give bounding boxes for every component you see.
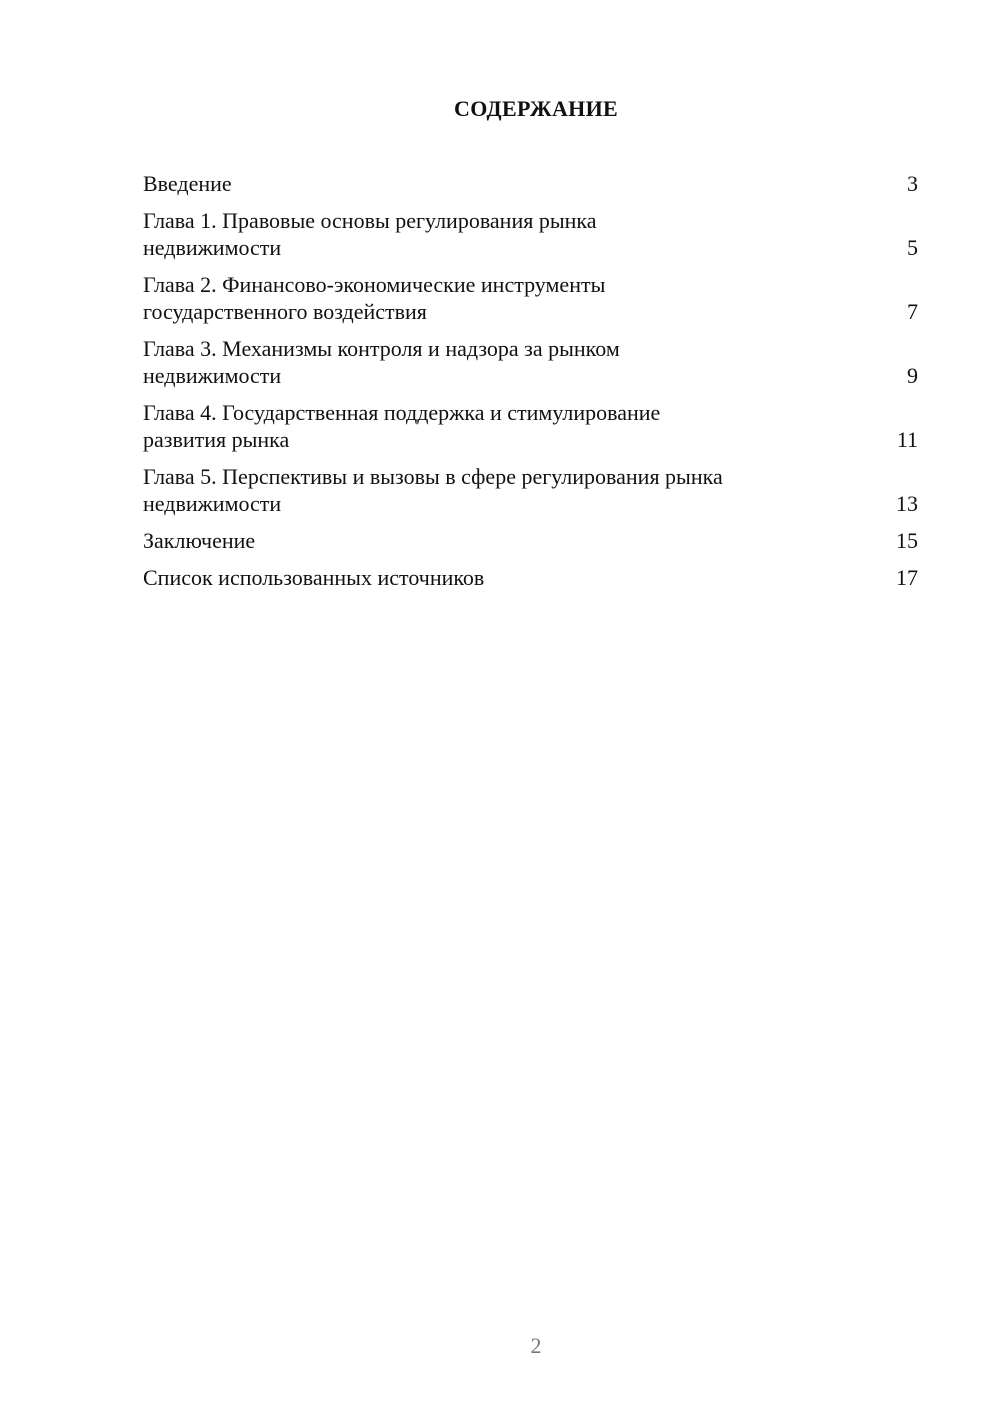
page-number: 2 xyxy=(530,1333,542,1358)
toc-entry-page: 3 xyxy=(907,171,918,196)
toc-entry-text: Список использованных источников xyxy=(143,565,485,590)
toc-entry-chapter-3 xyxy=(143,335,918,389)
toc-entry-introduction xyxy=(143,170,918,197)
toc-entry-page: 15 xyxy=(896,528,918,553)
toc-entry-page: 13 xyxy=(896,491,918,516)
toc-entry-text: Введение xyxy=(143,171,232,196)
table-of-contents xyxy=(143,170,918,601)
toc-entry-page: 9 xyxy=(907,363,918,388)
toc-entry-page: 5 xyxy=(907,235,918,260)
toc-entry-text: Глава 3. Механизмы контроля и надзора за рынком недвижимости xyxy=(143,336,620,388)
page-title: СОДЕРЖАНИЕ xyxy=(454,96,618,121)
toc-entry-chapter-2 xyxy=(143,271,918,325)
toc-entry-chapter-5 xyxy=(143,463,918,517)
toc-entry-text: Заключение xyxy=(143,528,256,553)
toc-entry-page: 7 xyxy=(907,299,918,324)
toc-entry-references xyxy=(143,564,918,591)
toc-entry-chapter-1 xyxy=(143,207,918,261)
toc-entry-conclusion xyxy=(143,527,918,554)
toc-entry-text: Глава 4. Государственная поддержка и стимулирование развития рынка xyxy=(143,400,661,452)
toc-entry-page: 17 xyxy=(896,565,918,590)
toc-entry-page: 11 xyxy=(896,427,918,452)
toc-entry-text: Глава 5. Перспективы и вызовы в сфере регулирования рынка недвижимости xyxy=(143,464,723,516)
toc-entry-text: Глава 2. Финансово-экономические инструменты государственного воздействия xyxy=(143,272,606,324)
toc-entry-text: Глава 1. Правовые основы регулирования рынка недвижимости xyxy=(143,208,597,260)
toc-entry-chapter-4 xyxy=(143,399,918,453)
